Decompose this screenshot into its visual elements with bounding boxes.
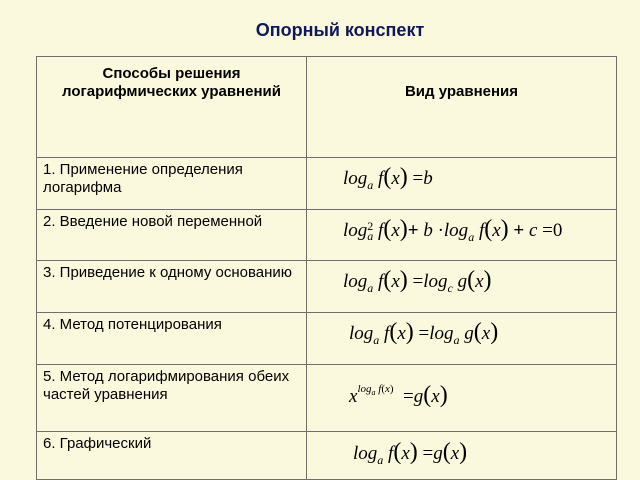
formula-same-base: $\log_a f(x) =\log_c$ g(x) — [343, 267, 492, 295]
formula-graphical: $\log_a f(x) =g(x)$ — [353, 439, 468, 467]
formula-cell — [307, 365, 617, 432]
table-row — [37, 365, 617, 432]
table-row — [37, 158, 617, 210]
formula-definition: $\log_a f(x) =b$ — [343, 164, 433, 192]
table-row — [37, 261, 617, 313]
method-cell: 6. Графический — [37, 432, 307, 480]
method-cell: 4. Метод потенцирования — [37, 313, 307, 365]
formula-logarithmization: $x^{log_a f(x)} =g(x)$ — [349, 382, 448, 408]
table-row — [37, 313, 617, 365]
formula-new-variable: log 2 a $f(x)+ b \cdot\log_a$ f(x) + c =0 — [343, 216, 563, 244]
table-row — [37, 210, 617, 261]
header-methods: Способы решения логарифмических уравнений — [37, 57, 307, 158]
formula-cell — [307, 432, 617, 480]
formula-cell — [307, 210, 617, 261]
method-cell: 1. Применение определения логарифма — [37, 158, 307, 210]
summary-table — [36, 56, 617, 480]
method-cell: 3. Приведение к одному основанию — [37, 261, 307, 313]
method-cell: 5. Метод логарифмирования обеих частей уравнения — [37, 365, 307, 432]
method-cell: 2. Введение новой переменной — [37, 210, 307, 261]
formula-cell — [307, 313, 617, 365]
table-header-row — [37, 57, 617, 158]
header-equation-type: Вид уравнения — [307, 57, 617, 158]
table-row — [37, 432, 617, 480]
formula-cell — [307, 261, 617, 313]
formula-cell — [307, 158, 617, 210]
formula-potentiation: $\log_a f(x) =\log_a$ g(x) — [349, 319, 499, 347]
page-title: Опорный конспект — [255, 20, 425, 40]
